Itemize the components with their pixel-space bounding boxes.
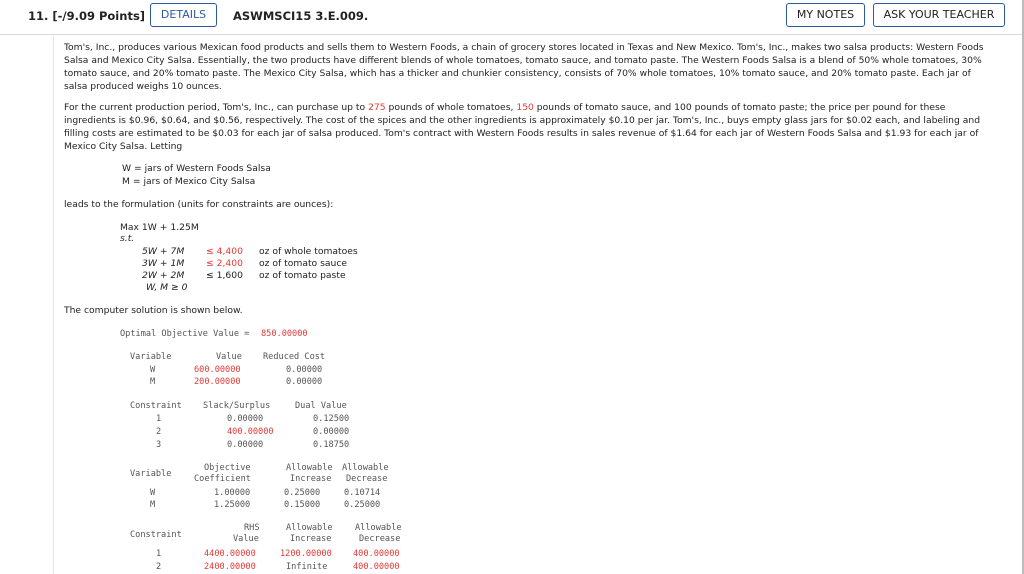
- table-cell: W: [150, 488, 156, 498]
- table-header: Coefficient: [194, 474, 251, 484]
- table-cell: 0.00000: [227, 414, 264, 424]
- table-cell: 0.00000: [286, 377, 323, 387]
- table-cell: 2400.00000: [204, 562, 256, 572]
- table-cell: 1.00000: [214, 488, 251, 498]
- table-header: Increase: [290, 474, 332, 484]
- table-cell: Infinite: [286, 562, 328, 572]
- my-notes-button[interactable]: MY NOTES: [786, 3, 865, 27]
- details-button[interactable]: DETAILS: [150, 3, 217, 27]
- problem-line: For the current production period, Tom's, Inc., can purchase up to 275 pounds of whole tomatoes, 150 pounds of tomato sauce, and 100 pounds of tomato paste; the price per pound for these: [64, 102, 946, 113]
- constraint-rhs: ≤ 2,400: [206, 258, 243, 269]
- table-cell: 0.25000: [344, 500, 381, 510]
- optimal-objective-value: 850.00000: [261, 329, 308, 339]
- problem-line: tomato sauce, and 20% tomato paste. The Mexico City Salsa, which has a thicker and chunkier consistency, consists of 70% whole tomatoes, 10% tomato sauce, and 20% tomato paste. Each jar of: [64, 68, 971, 79]
- table-header: Constraint: [130, 401, 182, 411]
- table-header: Objective: [204, 463, 251, 473]
- definition-m: M = jars of Mexico City Salsa: [122, 176, 256, 187]
- optimal-objective-label: Optimal Objective Value =: [120, 329, 250, 339]
- table-header: Increase: [290, 534, 332, 544]
- table-cell: 400.00000: [353, 562, 400, 572]
- table-header: Allowable: [342, 463, 389, 473]
- table-cell: 0.15000: [284, 500, 321, 510]
- table-cell: 2: [156, 427, 162, 437]
- table-cell: 0.00000: [227, 440, 264, 450]
- table-header: Variable: [130, 352, 172, 362]
- table-cell: 400.00000: [353, 549, 400, 559]
- table-cell: 200.00000: [194, 377, 241, 387]
- table-cell: 400.00000: [227, 427, 274, 437]
- problem-line: Mexico City Salsa. Letting: [64, 141, 183, 152]
- table-header: Decrease: [359, 534, 401, 544]
- problem-line: ingredients is $0.96, $0.64, and $0.56, respectively. The cost of the spices and the other ingredients is approximately $0.10 per jar. Tom's, Inc., buys empty glass jars for $0.02 each, and labeling and: [64, 115, 981, 126]
- table-cell: 0.00000: [313, 427, 350, 437]
- table-header: Allowable: [355, 523, 402, 533]
- table-header: Allowable: [286, 463, 333, 473]
- computer-solution-text: The computer solution is shown below.: [64, 305, 243, 316]
- constraint-lhs: 3W + 1M: [142, 258, 185, 269]
- objective-function: Max 1W + 1.25M: [120, 222, 199, 233]
- table-header: Dual Value: [295, 401, 347, 411]
- question-number: 11. [-/9.09 Points]: [28, 9, 146, 23]
- table-header: Reduced Cost: [263, 352, 326, 362]
- table-cell: 1.25000: [214, 500, 251, 510]
- subject-to: s.t.: [120, 233, 135, 244]
- constraint-desc: oz of tomato paste: [259, 270, 346, 281]
- constraint-lhs: 5W + 7M: [142, 246, 185, 257]
- table-cell: 0.18750: [313, 440, 350, 450]
- constraint-desc: oz of tomato sauce: [259, 258, 348, 269]
- problem-line: Salsa and Mexico City Salsa. Essentially, the two products have different blends of whole tomatoes, tomato sauce, and tomato paste. The Western Foods Salsa is a blend of 50% whole tomatoes, 30%: [64, 55, 982, 66]
- table-cell: 1: [156, 414, 162, 424]
- table-cell: 2: [156, 562, 162, 572]
- assignment-code: ASWMSCI15 3.E.009.: [233, 9, 369, 23]
- problem-line: filling costs are estimated to be $0.03 for each jar of salsa produced. Tom's contract with Western Foods results in sales revenue of $1.64 for each jar of Western Foods Salsa and $1.93 for each jar of: [64, 128, 979, 139]
- table-cell: 1200.00000: [280, 549, 332, 559]
- table-header: Constraint: [130, 530, 182, 540]
- problem-line: Tom's, Inc., produces various Mexican food products and sells them to Western Foods, a chain of grocery stores located in Texas and New Mexico. Tom's, Inc., makes two salsa products: Western Foods: [64, 42, 984, 53]
- table-header: Value: [216, 352, 242, 362]
- table-cell: 3: [156, 440, 162, 450]
- problem-line: salsa produced weighs 10 ounces.: [64, 81, 222, 92]
- question-content: [53, 36, 1008, 574]
- constraint-rhs: ≤ 1,600: [206, 270, 243, 281]
- table-header: Slack/Surplus: [203, 401, 271, 411]
- table-cell: 0.25000: [284, 488, 321, 498]
- table-cell: 600.00000: [194, 365, 241, 375]
- definition-w: W = jars of Western Foods Salsa: [122, 163, 271, 174]
- table-cell: 0.10714: [344, 488, 381, 498]
- table-header: Variable: [130, 469, 172, 479]
- table-cell: 1: [156, 549, 162, 559]
- table-header: RHS: [244, 523, 260, 533]
- ask-your-teacher-button[interactable]: ASK YOUR TEACHER: [873, 3, 1005, 27]
- value-tomato-sauce: 150: [516, 102, 534, 113]
- nonnegativity: W, M ≥ 0: [146, 282, 188, 293]
- table-header: Allowable: [286, 523, 333, 533]
- question-header: [0, 0, 1024, 35]
- table-cell: M: [150, 500, 156, 510]
- constraint-lhs: 2W + 2M: [142, 270, 185, 281]
- value-whole-tomatoes: 275: [368, 102, 386, 113]
- table-cell: 4400.00000: [204, 549, 256, 559]
- table-header: Value: [233, 534, 259, 544]
- constraint-desc: oz of whole tomatoes: [259, 246, 358, 257]
- table-cell: 0.12500: [313, 414, 350, 424]
- table-cell: 0.00000: [286, 365, 323, 375]
- table-cell: W: [150, 365, 156, 375]
- table-cell: M: [150, 377, 156, 387]
- constraint-rhs: ≤ 4,400: [206, 246, 243, 257]
- table-header: Decrease: [346, 474, 388, 484]
- leads-to-text: leads to the formulation (units for constraints are ounces):: [64, 199, 334, 210]
